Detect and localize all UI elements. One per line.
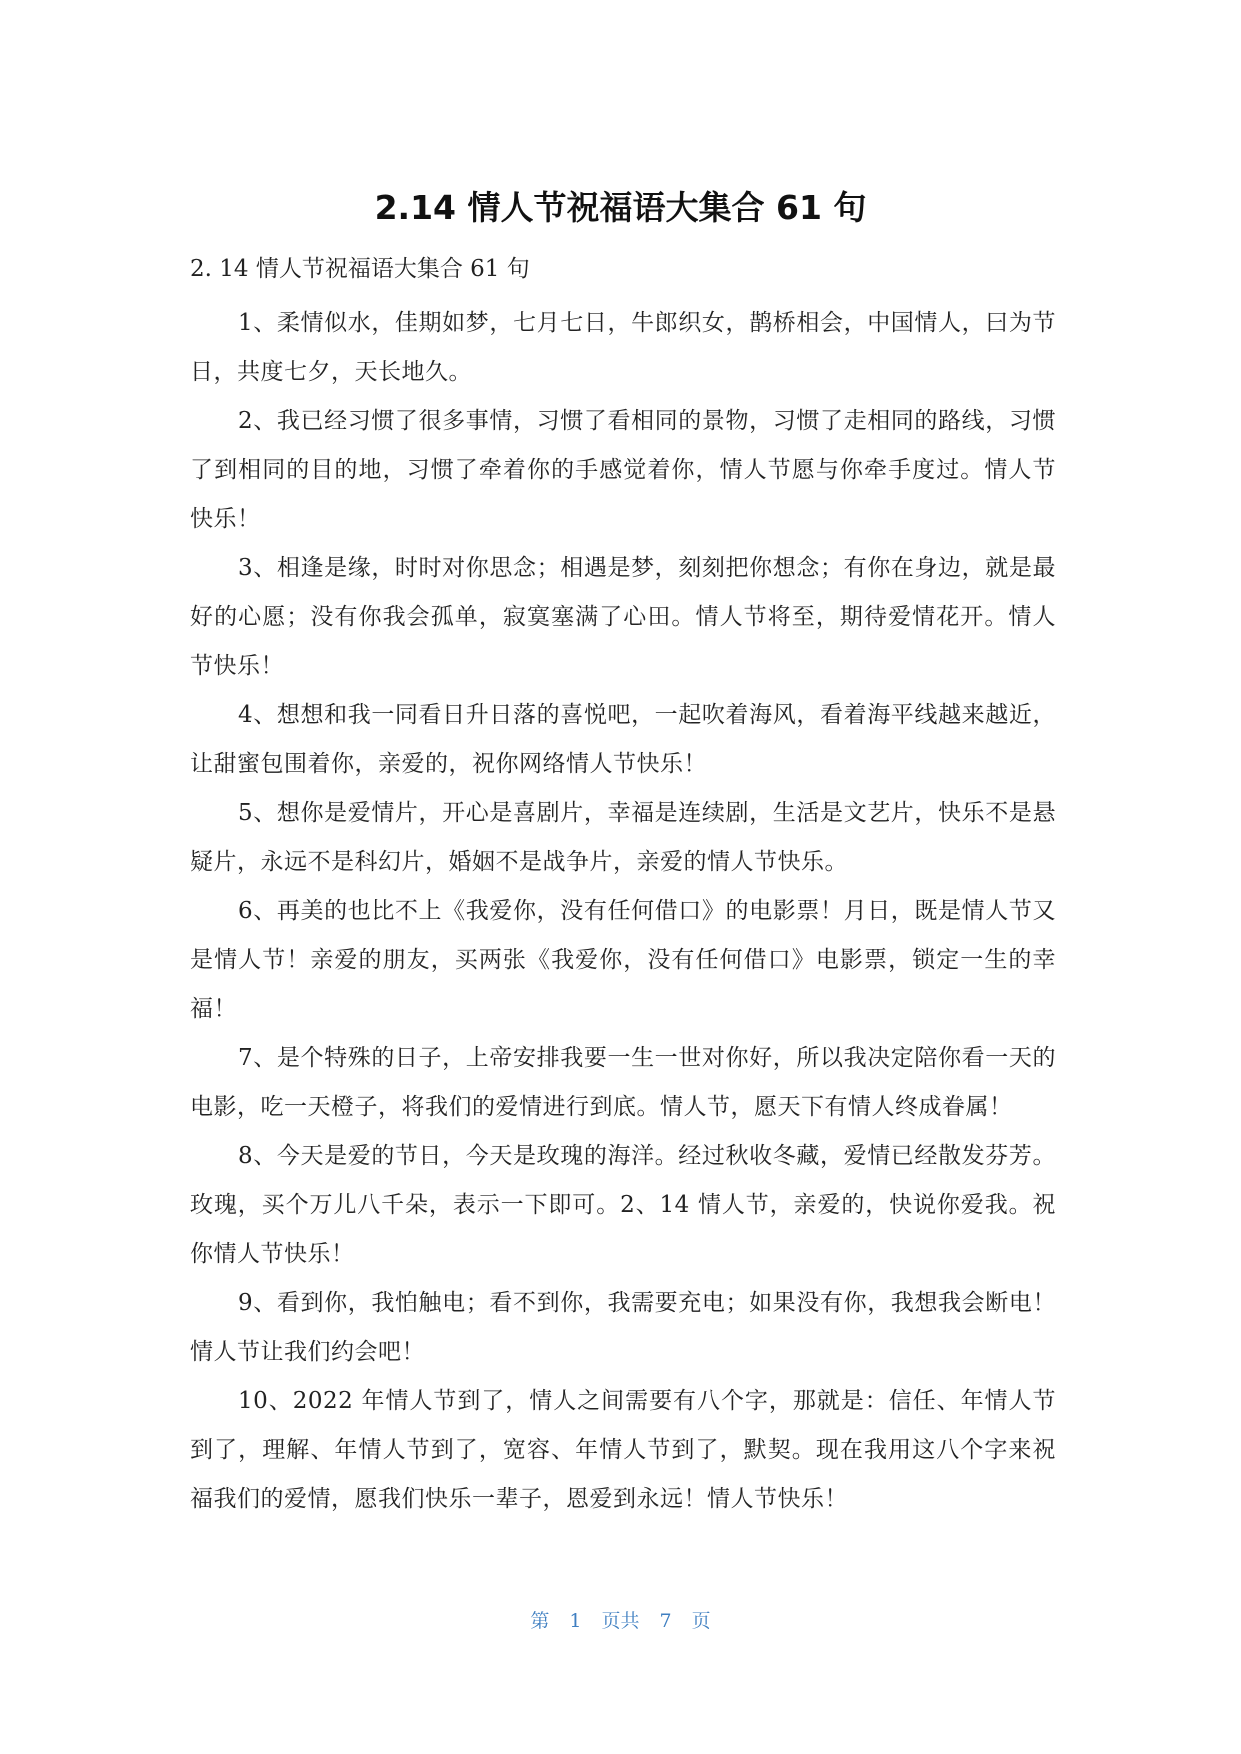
page-title: 2.14 情人节祝福语大集合 61 句 xyxy=(374,188,867,227)
footer-label-page-end: 页 xyxy=(691,1610,711,1632)
footer-label-page: 第 xyxy=(530,1610,550,1632)
page-footer xyxy=(0,1608,1241,1634)
paragraph-2: 2、我已经习惯了很多事情，习惯了看相同的景物，习惯了走相同的路线，习惯了到相同的目的地，习惯了牵着你的手感觉着你，情人节愿与你牵手度过。情人节快乐！ xyxy=(190,408,1056,532)
footer-label-page-of: 页共 xyxy=(601,1610,640,1632)
paragraph-4: 4、想想和我一同看日升日落的喜悦吧，一起吹着海风，看着海平线越来越近，让甜蜜包围着你，亲爱的，祝你网络情人节快乐！ xyxy=(190,702,1056,777)
paragraph-6: 6、再美的也比不上《我爱你，没有任何借口》的电影票！月日，既是情人节又是情人节！亲爱的朋友，买两张《我爱你，没有任何借口》电影票，锁定一生的幸福！ xyxy=(190,898,1056,1022)
paragraph-10: 10、2022 年情人节到了，情人之间需要有八个字，那就是：信任、年情人节到了，理解、年情人节到了，宽容、年情人节到了，默契。现在我用这八个字来祝福我们的爱情，愿我们快乐一辈子，恩爱到永远！情人节快乐！ xyxy=(190,1388,1056,1512)
paragraph-3: 3、相逢是缘，时时对你思念；相遇是梦，刻刻把你想念；有你在身边，就是最好的心愿；没有你我会孤单，寂寞塞满了心田。情人节将至，期待爱情花开。情人节快乐！ xyxy=(190,555,1056,679)
paragraph-8: 8、今天是爱的节日，今天是玫瑰的海洋。经过秋收冬藏，爱情已经散发芬芳。玫瑰，买个万儿八千朵，表示一下即可。2、14 情人节，亲爱的，快说你爱我。祝你情人节快乐！ xyxy=(190,1143,1056,1267)
footer-current-page: 1 xyxy=(569,1610,582,1632)
paragraph-7: 7、是个特殊的日子，上帝安排我要一生一世对你好，所以我决定陪你看一天的电影，吃一天橙子，将我们的爱情进行到底。情人节，愿天下有情人终成眷属！ xyxy=(190,1045,1056,1120)
document-subtitle: 2. 14 情人节祝福语大集合 61 句 xyxy=(190,256,530,282)
document-body xyxy=(190,299,1056,1524)
paragraph-9: 9、看到你，我怕触电；看不到你，我需要充电；如果没有你，我想我会断电！情人节让我们约会吧！ xyxy=(190,1290,1056,1365)
paragraph-1: 1、柔情似水，佳期如梦，七月七日，牛郎织女，鹊桥相会，中国情人，曰为节日，共度七夕，天长地久。 xyxy=(190,310,1056,385)
paragraph-5: 5、想你是爱情片，开心是喜剧片，幸福是连续剧，生活是文艺片，快乐不是悬疑片，永远不是科幻片，婚姻不是战争片，亲爱的情人节快乐。 xyxy=(190,800,1056,875)
footer-total-pages: 7 xyxy=(659,1610,672,1632)
